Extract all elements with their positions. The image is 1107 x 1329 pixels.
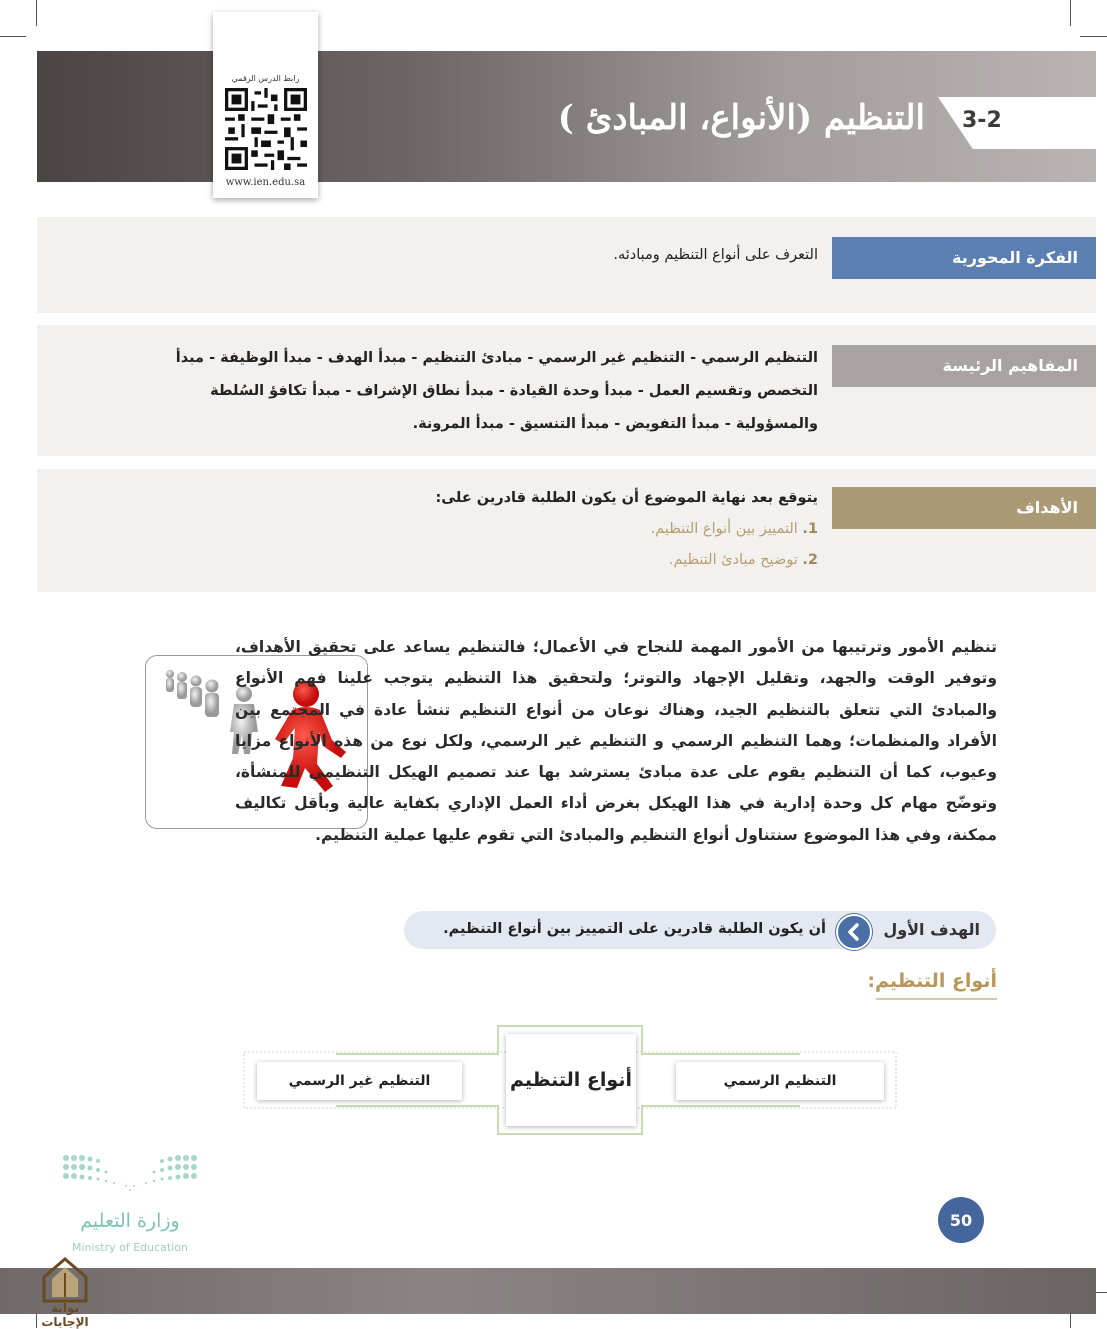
key-concepts-line: والمسؤولية - مبدأ التفويض - مبدأ التنسيق - مبدأ المرونة. — [412, 416, 818, 432]
first-objective-bar — [404, 911, 996, 949]
objective-number: 1. — [802, 521, 818, 537]
first-objective-text: أن يكون الطلبة قادرين على التمييز بين أنواع التنظيم. — [443, 921, 826, 937]
lesson-number: 3-2 — [962, 108, 1002, 133]
crop-mark — [36, 0, 37, 26]
objective-number: 2. — [802, 552, 818, 568]
arrow-left-icon — [836, 914, 872, 950]
key-concepts-label: المفاهيم الرئيسة — [832, 345, 1096, 387]
central-idea-box — [37, 217, 1096, 313]
objective-text: توضيح مبادئ التنظيم. — [668, 552, 798, 568]
objective-item — [118, 514, 818, 545]
central-idea-text: التعرف على أنواع التنظيم ومبادئه. — [613, 247, 818, 263]
ministry-name-arabic: وزارة التعليم — [80, 1210, 180, 1232]
objective-text: التمييز بين أنواع التنظيم. — [650, 521, 798, 537]
objectives-box — [37, 469, 1096, 592]
objectives-content — [118, 483, 818, 576]
key-concepts-box — [37, 325, 1096, 456]
first-objective-label: الهدف الأول — [883, 920, 980, 939]
qr-code-icon[interactable] — [225, 88, 307, 170]
qr-caption: رابط الدرس الرقمي — [231, 74, 300, 83]
objectives-intro: يتوقع بعد نهاية الموضوع أن يكون الطلبة قادرين على: — [435, 490, 818, 506]
types-center-box: أنواع التنظيم — [506, 1034, 636, 1126]
objectives-label: الأهداف — [832, 487, 1096, 529]
lesson-title: التنظيم (الأنواع، المبادئ ) — [557, 98, 925, 138]
crop-mark — [1070, 0, 1071, 26]
key-concepts-line: التخصص وتقسيم العمل - مبدأ وحدة القيادة - مبدأ نطاق الإشراف - مبدأ تكافؤ السُلطة — [210, 383, 818, 399]
formal-organization-box: التنظيم الرسمي — [676, 1062, 884, 1100]
crop-mark — [0, 36, 26, 37]
key-concepts-text — [158, 342, 818, 441]
key-concepts-line: التنظيم الرسمي - التنظيم غير الرسمي - مبادئ التنظيم - مبدأ الهدف - مبدأ الوظيفة - مبدأ — [175, 350, 818, 366]
page-number: 50 — [938, 1197, 984, 1243]
types-heading: أنواع التنظيم: — [867, 970, 997, 992]
ministry-logo-icon — [60, 1150, 200, 1210]
watermark-text: بوابة الإجابات — [41, 1301, 89, 1329]
page-footer — [0, 1268, 1096, 1314]
central-idea-label: الفكرة المحورية — [832, 237, 1096, 279]
types-diagram — [240, 1022, 900, 1137]
qr-card[interactable] — [213, 12, 318, 198]
qr-url[interactable]: www.ien.edu.sa — [225, 177, 306, 188]
intro-paragraph: تنظيم الأمور وترتيبها من الأمور المهمة للنجاح في الأعمال؛ فالتنظيم يساعد على تحقيق الأهداف، وتوفير الوقت والجهد، وتقليل الإجهاد والتوتر؛ ولتحقيق هذا التنظيم يتوجب علينا فهم الأنواع والمبادئ التي تتعلق بالتنظيم الجيد، وهناك نوعان من أنواع التنظيم تنشأ عادة في المجتمع بين الأفراد والمنظمات؛ وهما التنظيم الرسمي و التنظيم غير الرسمي، ولكل نوع من هذه الأنواع مزايا وعيوب، كما أن التنظيم يقوم على عدة مبادئ يسترشد بها عند تصميم الهيكل التنظيمي للمنشأة، وتوضّح مهام كل وحدة إدارية في هذا الهيكل بغرض أداء العمل الإداري بكفاية عالية وبأقل تكاليف ممكنة، وفي هذا الموضوع سنتناول أنواع التنظيم والمبادئ التي تقوم عليها عملية التنظيم. — [235, 638, 997, 844]
heading-underline — [876, 998, 997, 1000]
informal-organization-box: التنظيم غير الرسمي — [257, 1062, 462, 1100]
crop-mark — [1080, 36, 1107, 37]
ministry-name-english: Ministry of Education — [71, 1241, 188, 1254]
objective-item — [118, 545, 818, 576]
